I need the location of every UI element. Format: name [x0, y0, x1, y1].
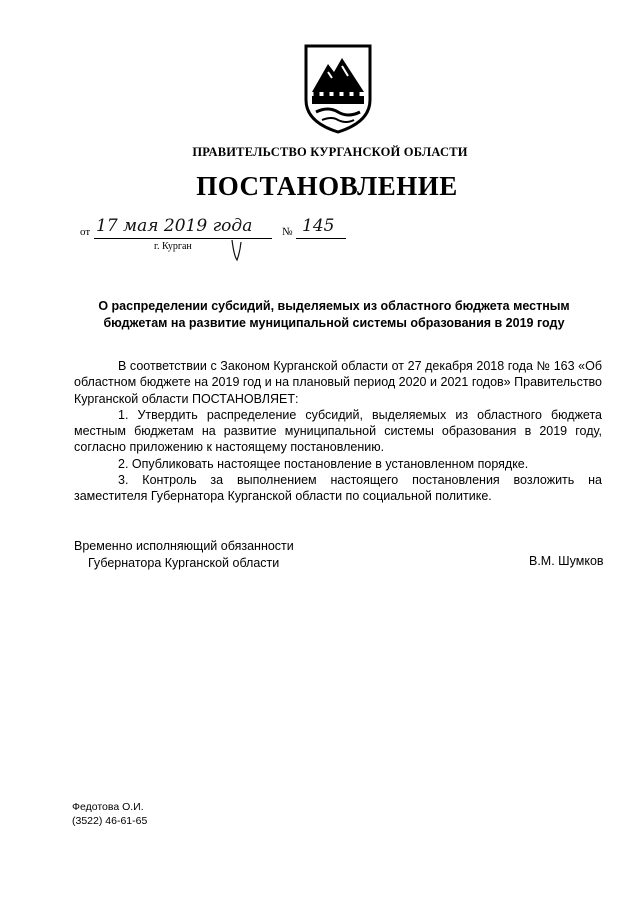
coat-of-arms-icon — [302, 42, 374, 134]
signatory-position — [74, 538, 294, 571]
preamble-paragraph: В соответствии с Законом Курганской области от 27 декабря 2018 года № 163 «Об областном бюджете на 2019 год и на плановый период 2020 и 2021 годов» Правительство Курганской области ПОСТАНОВЛЯЕТ: — [74, 359, 602, 406]
dateline — [80, 216, 360, 266]
item-1-paragraph: 1. Утвердить распределение субсидий, выделяемых из областного бюджета местным бюджетам на развитие муниципальной системы образования в 2019 году, согласно приложению к настоящему постановлению. — [74, 407, 602, 455]
executor-name: Федотова О.И. — [72, 801, 144, 813]
government-name: ПРАВИТЕЛЬСТВО КУРГАНСКОЙ ОБЛАСТИ — [192, 145, 468, 159]
position-line-2: Губернатора Курганской области — [88, 555, 280, 570]
document-body — [74, 358, 602, 505]
city-label: г. Курган — [154, 241, 192, 252]
item-2-paragraph: 2. Опубликовать настоящее постановление в установленном порядке. — [118, 456, 529, 471]
signatory-name: В.М. Шумков — [529, 554, 604, 568]
handwritten-date: 17 мая 2019 года — [96, 216, 253, 236]
item-3-paragraph: 3. Контроль за выполнением настоящего постановления возложить на заместителя Губернатора Курганской области по социальной политике. — [74, 473, 602, 504]
date-from-label: от — [80, 226, 91, 238]
handwritten-number: 145 — [302, 216, 335, 236]
position-line-1: Временно исполняющий обязанности — [74, 539, 294, 553]
number-underline — [296, 238, 346, 239]
document-subject: О распределении субсидий, выделяемых из областного бюджета местным бюджетам на развитие муниципальной системы образования в 2019 году — [98, 299, 570, 330]
signature-mark-icon — [230, 238, 244, 262]
executor-phone: (3522) 46-61-65 — [72, 815, 148, 827]
executor-footer — [72, 800, 147, 828]
date-underline — [94, 238, 272, 239]
number-label: № — [282, 226, 293, 238]
document-type-title: ПОСТАНОВЛЕНИЕ — [196, 171, 458, 201]
